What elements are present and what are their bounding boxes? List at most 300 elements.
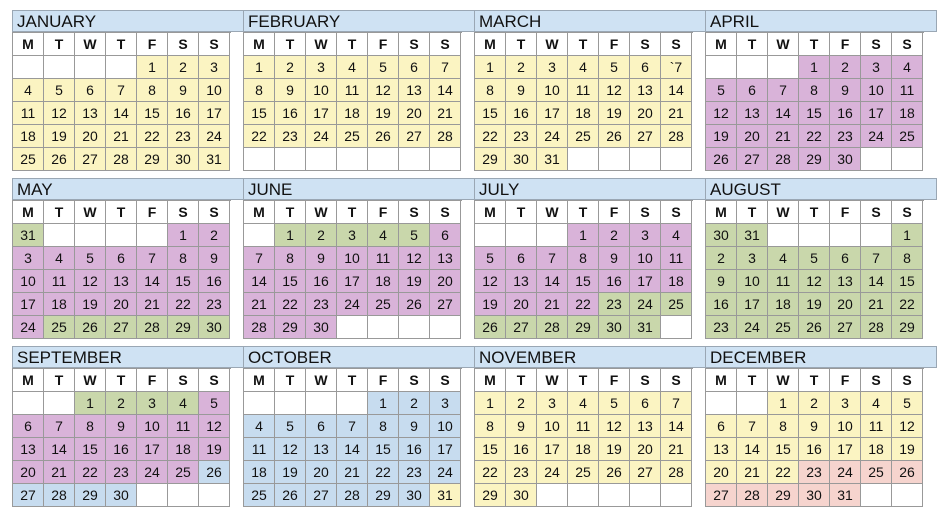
day-cell: 30: [306, 316, 337, 339]
day-cell: 18: [337, 102, 368, 125]
empty-cell: [861, 484, 892, 507]
day-cell: 15: [75, 438, 106, 461]
day-cell: 28: [537, 316, 568, 339]
day-cell: 18: [861, 438, 892, 461]
weekday-header: S: [661, 369, 692, 392]
day-cell: 15: [475, 102, 506, 125]
day-cell: 16: [599, 270, 630, 293]
day-cell: 11: [661, 247, 692, 270]
day-cell: 20: [830, 293, 861, 316]
empty-cell: [830, 224, 861, 247]
weekday-header: W: [768, 33, 799, 56]
weekday-header: M: [706, 33, 737, 56]
day-cell: 8: [275, 247, 306, 270]
month-title: NOVEMBER: [474, 346, 706, 368]
empty-cell: [537, 484, 568, 507]
day-cell: 26: [75, 316, 106, 339]
day-cell: 4: [892, 56, 923, 79]
day-cell: 6: [106, 247, 137, 270]
day-cell: 22: [168, 293, 199, 316]
day-cell: 13: [13, 438, 44, 461]
empty-cell: [168, 484, 199, 507]
weekday-header: T: [737, 201, 768, 224]
day-cell: 9: [199, 247, 230, 270]
day-cell: 19: [475, 293, 506, 316]
day-cell: 6: [706, 415, 737, 438]
day-cell: 23: [275, 125, 306, 148]
weekday-header: F: [137, 33, 168, 56]
day-cell: 21: [537, 293, 568, 316]
day-cell: 15: [368, 438, 399, 461]
day-cell: 10: [199, 79, 230, 102]
day-cell: 28: [737, 484, 768, 507]
day-cell: 21: [661, 438, 692, 461]
day-cell: 10: [630, 247, 661, 270]
weekday-header: W: [537, 369, 568, 392]
weekday-header: S: [892, 201, 923, 224]
empty-cell: [75, 224, 106, 247]
day-cell: 23: [506, 125, 537, 148]
day-cell: 9: [399, 415, 430, 438]
day-cell: 16: [830, 102, 861, 125]
day-cell: 13: [430, 247, 461, 270]
day-cell: 12: [475, 270, 506, 293]
day-cell: 30: [168, 148, 199, 171]
empty-cell: [368, 316, 399, 339]
month-may: [12, 178, 244, 339]
day-cell: 21: [861, 293, 892, 316]
day-cell: 23: [599, 293, 630, 316]
day-cell: 28: [661, 461, 692, 484]
day-cell: 18: [168, 438, 199, 461]
day-cell: 1: [475, 392, 506, 415]
weekday-header: F: [368, 201, 399, 224]
day-cell: 27: [306, 484, 337, 507]
day-cell: 6: [737, 79, 768, 102]
empty-cell: [568, 148, 599, 171]
day-cell: 1: [768, 392, 799, 415]
day-cell: 2: [199, 224, 230, 247]
empty-cell: [599, 148, 630, 171]
day-cell: 1: [568, 224, 599, 247]
day-cell: 1: [137, 56, 168, 79]
day-cell: 7: [137, 247, 168, 270]
day-cell: 18: [768, 293, 799, 316]
day-cell: 24: [13, 316, 44, 339]
empty-cell: [706, 392, 737, 415]
month-grid: [243, 32, 462, 171]
month-october: [243, 346, 475, 507]
day-cell: 29: [475, 484, 506, 507]
day-cell: 7: [861, 247, 892, 270]
empty-cell: [44, 392, 75, 415]
day-cell: 27: [399, 125, 430, 148]
day-cell: 9: [830, 79, 861, 102]
day-cell: 25: [368, 293, 399, 316]
day-cell: 1: [168, 224, 199, 247]
day-cell: 18: [44, 293, 75, 316]
day-cell: 30: [106, 484, 137, 507]
day-cell: 20: [430, 270, 461, 293]
day-cell: 9: [506, 79, 537, 102]
day-cell: 10: [306, 79, 337, 102]
day-cell: 13: [630, 415, 661, 438]
day-cell: 17: [830, 438, 861, 461]
day-cell: 7: [768, 79, 799, 102]
day-cell: 3: [137, 392, 168, 415]
weekday-header: T: [337, 33, 368, 56]
month-grid: [243, 200, 462, 339]
day-cell: 26: [599, 125, 630, 148]
day-cell: 3: [199, 56, 230, 79]
day-cell: 14: [137, 270, 168, 293]
weekday-header: F: [137, 201, 168, 224]
day-cell: 26: [799, 316, 830, 339]
day-cell: 27: [630, 125, 661, 148]
day-cell: 2: [106, 392, 137, 415]
day-cell: 21: [244, 293, 275, 316]
month-grid: [474, 368, 693, 507]
weekday-header: T: [506, 369, 537, 392]
empty-cell: [737, 56, 768, 79]
day-cell: 26: [44, 148, 75, 171]
day-cell: 23: [306, 293, 337, 316]
day-cell: 23: [168, 125, 199, 148]
weekday-header: S: [861, 201, 892, 224]
day-cell: 27: [830, 316, 861, 339]
day-cell: 4: [337, 56, 368, 79]
day-cell: 10: [737, 270, 768, 293]
day-cell: 5: [892, 392, 923, 415]
day-cell: 26: [706, 148, 737, 171]
day-cell: 23: [830, 125, 861, 148]
day-cell: 5: [399, 224, 430, 247]
day-cell: 19: [399, 270, 430, 293]
day-cell: 5: [475, 247, 506, 270]
day-cell: 30: [830, 148, 861, 171]
day-cell: 19: [599, 102, 630, 125]
day-cell: 2: [306, 224, 337, 247]
day-cell: 15: [275, 270, 306, 293]
day-cell: 20: [106, 293, 137, 316]
day-cell: 22: [75, 461, 106, 484]
day-cell: 11: [168, 415, 199, 438]
empty-cell: [861, 224, 892, 247]
empty-cell: [75, 56, 106, 79]
day-cell: 17: [337, 270, 368, 293]
day-cell: 28: [430, 125, 461, 148]
month-november: [474, 346, 706, 507]
day-cell: 3: [337, 224, 368, 247]
day-cell: 27: [630, 461, 661, 484]
weekday-header: T: [737, 33, 768, 56]
day-cell: 11: [568, 79, 599, 102]
month-grid: [12, 200, 231, 339]
day-cell: 2: [168, 56, 199, 79]
empty-cell: [44, 56, 75, 79]
day-cell: 4: [568, 392, 599, 415]
day-cell: 1: [475, 56, 506, 79]
month-grid: [12, 32, 231, 171]
day-cell: 30: [399, 484, 430, 507]
weekday-header: S: [430, 33, 461, 56]
day-cell: 16: [199, 270, 230, 293]
day-cell: 26: [275, 484, 306, 507]
day-cell: 16: [399, 438, 430, 461]
weekday-header: T: [506, 201, 537, 224]
day-cell: 7: [661, 392, 692, 415]
day-cell: 6: [430, 224, 461, 247]
day-cell: 27: [737, 148, 768, 171]
day-cell: 28: [44, 484, 75, 507]
weekday-header: F: [599, 33, 630, 56]
day-cell: 11: [44, 270, 75, 293]
weekday-header: M: [244, 369, 275, 392]
month-august: [705, 178, 937, 339]
day-cell: 5: [368, 56, 399, 79]
month-april: [705, 10, 937, 171]
month-grid: [474, 32, 693, 171]
month-grid: [705, 200, 924, 339]
day-cell: 10: [430, 415, 461, 438]
day-cell: 21: [737, 461, 768, 484]
day-cell: 20: [630, 438, 661, 461]
day-cell: 25: [168, 461, 199, 484]
day-cell: 4: [661, 224, 692, 247]
day-cell: 7: [44, 415, 75, 438]
day-cell: 4: [168, 392, 199, 415]
day-cell: 17: [137, 438, 168, 461]
empty-cell: [337, 392, 368, 415]
day-cell: 31: [630, 316, 661, 339]
day-cell: 5: [44, 79, 75, 102]
day-cell: 14: [44, 438, 75, 461]
month-title: JANUARY: [12, 10, 244, 32]
month-february: [243, 10, 475, 171]
day-cell: 29: [368, 484, 399, 507]
day-cell: 18: [244, 461, 275, 484]
day-cell: 31: [13, 224, 44, 247]
day-cell: 25: [244, 484, 275, 507]
day-cell: 14: [768, 102, 799, 125]
day-cell: 30: [199, 316, 230, 339]
day-cell: 8: [768, 415, 799, 438]
empty-cell: [506, 224, 537, 247]
day-cell: 14: [337, 438, 368, 461]
day-cell: 1: [75, 392, 106, 415]
day-cell: 26: [599, 461, 630, 484]
empty-cell: [568, 484, 599, 507]
day-cell: 19: [599, 438, 630, 461]
day-cell: 14: [861, 270, 892, 293]
weekday-header: T: [799, 369, 830, 392]
empty-cell: [661, 484, 692, 507]
empty-cell: [399, 148, 430, 171]
day-cell: 15: [475, 438, 506, 461]
month-grid: [705, 368, 924, 507]
day-cell: 2: [275, 56, 306, 79]
day-cell: 15: [137, 102, 168, 125]
day-cell: 9: [168, 79, 199, 102]
month-december: [705, 346, 937, 507]
day-cell: 28: [244, 316, 275, 339]
day-cell: 22: [368, 461, 399, 484]
empty-cell: [537, 224, 568, 247]
day-cell: 19: [892, 438, 923, 461]
empty-cell: [13, 56, 44, 79]
day-cell: 24: [737, 316, 768, 339]
day-cell: 26: [399, 293, 430, 316]
weekday-header: T: [737, 369, 768, 392]
day-cell: 1: [368, 392, 399, 415]
day-cell: 24: [537, 125, 568, 148]
day-cell: 15: [568, 270, 599, 293]
empty-cell: [244, 392, 275, 415]
day-cell: 6: [630, 392, 661, 415]
day-cell: 30: [599, 316, 630, 339]
empty-cell: [399, 316, 430, 339]
weekday-header: S: [630, 369, 661, 392]
day-cell: 24: [199, 125, 230, 148]
weekday-header: M: [475, 369, 506, 392]
day-cell: 10: [537, 415, 568, 438]
empty-cell: [599, 484, 630, 507]
day-cell: 24: [537, 461, 568, 484]
day-cell: 8: [475, 415, 506, 438]
day-cell: 1: [275, 224, 306, 247]
day-cell: 6: [306, 415, 337, 438]
day-cell: 19: [44, 125, 75, 148]
empty-cell: [430, 316, 461, 339]
day-cell: 13: [506, 270, 537, 293]
weekday-header: T: [106, 33, 137, 56]
day-cell: 9: [275, 79, 306, 102]
month-grid: [12, 368, 231, 507]
empty-cell: [137, 484, 168, 507]
day-cell: 14: [106, 102, 137, 125]
day-cell: 20: [706, 461, 737, 484]
day-cell: 15: [168, 270, 199, 293]
day-cell: 8: [368, 415, 399, 438]
day-cell: 3: [306, 56, 337, 79]
day-cell: 3: [430, 392, 461, 415]
day-cell: 28: [861, 316, 892, 339]
weekday-header: S: [168, 201, 199, 224]
day-cell: 31: [430, 484, 461, 507]
day-cell: 29: [799, 148, 830, 171]
day-cell: 12: [44, 102, 75, 125]
weekday-header: W: [306, 33, 337, 56]
empty-cell: [368, 148, 399, 171]
day-cell: 6: [75, 79, 106, 102]
day-cell: 13: [106, 270, 137, 293]
weekday-header: S: [661, 201, 692, 224]
day-cell: 17: [537, 438, 568, 461]
month-march: [474, 10, 706, 171]
day-cell: 21: [44, 461, 75, 484]
day-cell: 11: [337, 79, 368, 102]
weekday-header: T: [44, 369, 75, 392]
empty-cell: [892, 148, 923, 171]
day-cell: 1: [799, 56, 830, 79]
weekday-header: S: [430, 369, 461, 392]
day-cell: 26: [892, 461, 923, 484]
day-cell: 13: [75, 102, 106, 125]
weekday-header: M: [13, 201, 44, 224]
day-cell: 23: [199, 293, 230, 316]
empty-cell: [244, 224, 275, 247]
day-cell: 20: [737, 125, 768, 148]
weekday-header: S: [199, 33, 230, 56]
day-cell: 13: [737, 102, 768, 125]
month-title: DECEMBER: [705, 346, 937, 368]
day-cell: 7: [337, 415, 368, 438]
month-july: [474, 178, 706, 339]
day-cell: 4: [368, 224, 399, 247]
day-cell: 22: [475, 125, 506, 148]
weekday-header: S: [430, 201, 461, 224]
day-cell: 8: [75, 415, 106, 438]
day-cell: 21: [430, 102, 461, 125]
empty-cell: [892, 484, 923, 507]
day-cell: 16: [799, 438, 830, 461]
weekday-header: T: [799, 33, 830, 56]
day-cell: 13: [706, 438, 737, 461]
day-cell: 8: [137, 79, 168, 102]
weekday-header: T: [568, 33, 599, 56]
day-cell: 22: [799, 125, 830, 148]
day-cell: 12: [199, 415, 230, 438]
day-cell: 29: [568, 316, 599, 339]
empty-cell: [661, 316, 692, 339]
empty-cell: [475, 224, 506, 247]
day-cell: 12: [368, 79, 399, 102]
day-cell: 17: [13, 293, 44, 316]
day-cell: 24: [430, 461, 461, 484]
day-cell: 21: [337, 461, 368, 484]
empty-cell: [661, 148, 692, 171]
day-cell: 5: [799, 247, 830, 270]
weekday-header: F: [368, 369, 399, 392]
day-cell: 7: [537, 247, 568, 270]
day-cell: 28: [768, 148, 799, 171]
day-cell: 8: [168, 247, 199, 270]
day-cell: 18: [568, 438, 599, 461]
day-cell: 29: [168, 316, 199, 339]
day-cell: 24: [861, 125, 892, 148]
day-cell: 27: [506, 316, 537, 339]
empty-cell: [306, 148, 337, 171]
day-cell: 8: [892, 247, 923, 270]
month-september: [12, 346, 244, 507]
weekday-header: T: [799, 201, 830, 224]
month-grid: [474, 200, 693, 339]
day-cell: 16: [506, 102, 537, 125]
day-cell: 4: [44, 247, 75, 270]
empty-cell: [44, 224, 75, 247]
day-cell: 2: [506, 392, 537, 415]
day-cell: 19: [275, 461, 306, 484]
day-cell: 10: [537, 79, 568, 102]
day-cell: 31: [537, 148, 568, 171]
day-cell: 2: [506, 56, 537, 79]
day-cell: 3: [537, 56, 568, 79]
day-cell: 17: [306, 102, 337, 125]
day-cell: 22: [137, 125, 168, 148]
month-title: MAY: [12, 178, 244, 200]
day-cell: 3: [737, 247, 768, 270]
day-cell: 5: [599, 392, 630, 415]
